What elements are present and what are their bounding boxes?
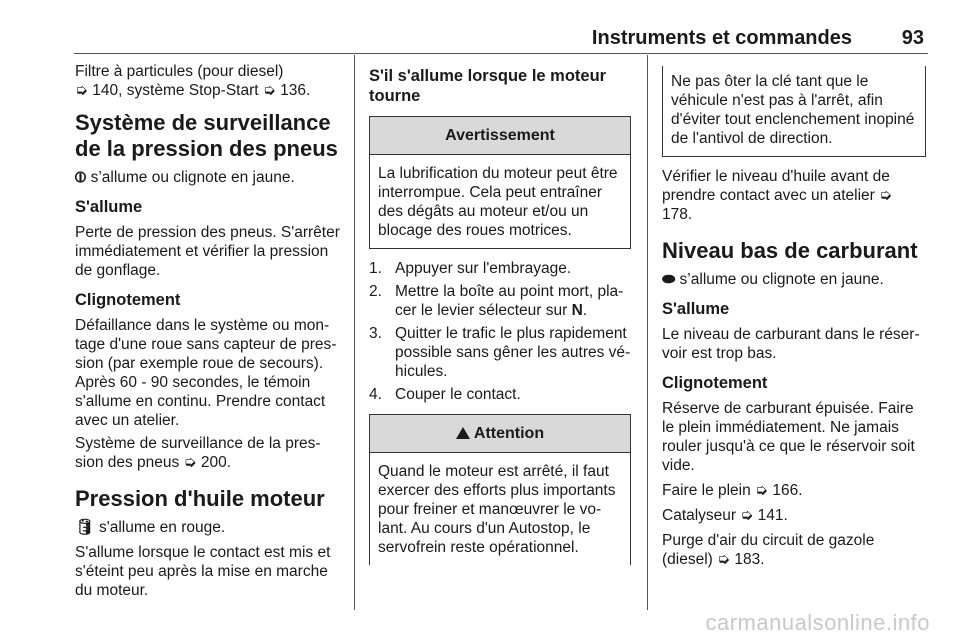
step-text: Quitter le trafic le plus rapidement possible sans gêner les autres véhicules. — [395, 325, 631, 380]
fill-text: Faire le plein ➭ 166. — [662, 482, 803, 499]
tpms-blink-text-1: Défaillance dans le système ou montage d'une roue sans capteur de pression (par exemple roue de secours). Après 60 - 90 secondes, le témoin s'allume en continu. Prendre contact avec un atelier. — [75, 317, 337, 429]
warning-box-text: La lubrification du moteur peut être interrompue. Cela peut entraîner des dégâts au moteur et/ou un blocage des roues motrices. — [378, 165, 618, 239]
warning-box — [369, 116, 631, 249]
tpms-blink-text-2: Système de surveillance de la pression des pneus ➭ 200. — [75, 435, 321, 471]
list-item — [369, 324, 631, 381]
intro-paragraph — [75, 62, 341, 100]
heading-fuel: Niveau bas de carburant — [662, 238, 918, 263]
attention-box-continued — [662, 66, 926, 157]
intro-line-1: Filtre à particules (pour diesel) — [75, 63, 284, 80]
step-text: Appuyer sur l'embrayage. — [395, 260, 572, 277]
step-text: Mettre la boîte au point mort, placer le levier sélecteur sur — [395, 283, 624, 319]
intro-line-2: ➭ 140, système Stop-Start ➭ 136. — [75, 82, 311, 99]
column-divider-1 — [354, 55, 355, 610]
header-rule — [74, 53, 928, 54]
list-item — [369, 259, 631, 278]
list-item — [369, 385, 631, 404]
warning-triangle-icon — [456, 427, 470, 439]
tire-pressure-icon: ⦶ — [75, 169, 87, 186]
fuel-on-text: Le niveau de carburant dans le réservoir est trop bas. — [662, 326, 920, 362]
check-oil-text: Vérifier le niveau d'huile avant de prendre contact avec un atelier ➭ 178. — [662, 168, 893, 223]
tpms-desc: s’allume ou clignote en jaune. — [86, 169, 295, 186]
attention-continued-text: Ne pas ôter la clé tant que le véhicule n'est pas à l'arrêt, afin d'éviter tout enclenchement inopiné de l'antivol de direction. — [671, 73, 915, 147]
attention-box-text: Quand le moteur est arrêté, il faut exercer des efforts plus importants pour freiner et manœuvrer le volant. Au cours d'un Autostop, le servofrein reste opérationnel. — [378, 463, 616, 556]
oil-desc-para — [75, 518, 341, 537]
heading-fuel-on: S'allume — [662, 300, 730, 318]
step-number: 3. — [369, 325, 382, 342]
heading-tpms-blink: Clignotement — [75, 291, 181, 309]
heading-tpms-on: S'allume — [75, 198, 143, 216]
purge-text: Purge d'air du circuit de gazole (diesel) ➭ 183. — [662, 532, 875, 568]
fuel-pump-icon: ⬬ — [662, 271, 676, 288]
fuel-desc: s’allume ou clignote en jaune. — [675, 271, 884, 288]
column-2 — [369, 62, 631, 575]
attention-title-text: Attention — [473, 425, 545, 442]
heading-tpms: Système de surveillance de la pression des pneus — [75, 110, 338, 161]
list-item — [369, 282, 631, 320]
page-number: 93 — [901, 27, 924, 49]
step-number: 1. — [369, 260, 382, 277]
heading-oil: Pression d'huile moteur — [75, 486, 325, 511]
running-title: Instruments et commandes — [591, 27, 852, 49]
heading-fuel-blink: Clignotement — [662, 374, 768, 392]
step-number: 2. — [369, 283, 382, 300]
step-bold: N — [571, 302, 583, 319]
page-header — [0, 0, 960, 52]
attention-box — [369, 414, 631, 565]
column-1 — [75, 62, 341, 606]
tpms-on-text: Perte de pression des pneus. S'arrêter immédiatement et vérifier la pression de gonflage. — [75, 224, 340, 279]
oil-desc: s'allume en rouge. — [94, 519, 226, 536]
step-text: Couper le contact. — [395, 386, 521, 403]
attention-box-title — [370, 415, 630, 453]
step-number: 4. — [369, 386, 382, 403]
catalyst-text: Catalyseur ➭ 141. — [662, 507, 788, 524]
warning-box-title: Avertissement — [370, 117, 630, 155]
fuel-blink-text: Réserve de carburant épuisée. Faire le plein immédiatement. Ne jamais rouler jusqu'à ce que le réservoir soit vide. — [662, 400, 915, 474]
column-3 — [662, 66, 926, 575]
tpms-desc-para — [75, 168, 341, 187]
watermark: carmanualsonline.info — [705, 610, 930, 635]
fuel-desc-para — [662, 270, 926, 289]
oil-text: S'allume lorsque le contact est mis et s'éteint peu après la mise en marche du moteur. — [75, 544, 331, 599]
oil-can-icon: 🛢 — [75, 519, 95, 536]
step-tail: . — [582, 302, 588, 319]
column-divider-2 — [647, 55, 648, 610]
steps-list — [369, 259, 631, 404]
heading-running: S'il s'allume lorsque le moteur tourne — [369, 67, 607, 105]
